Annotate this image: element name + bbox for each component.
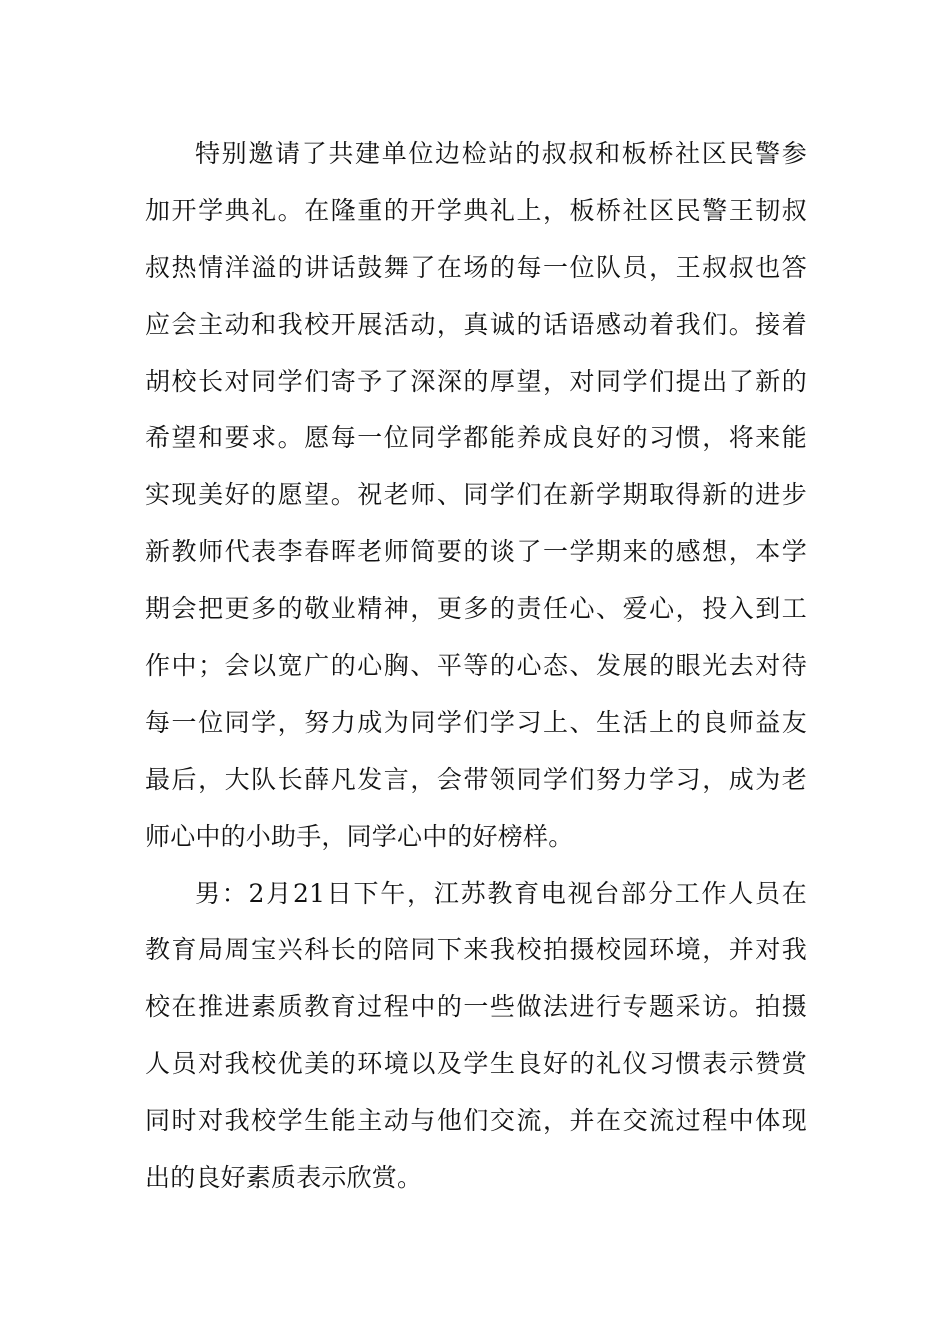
paragraph-1-line-4: 应会主动和我校开展活动，真诚的话语感动着我们。接着 [145,309,807,339]
paragraph-1-line-7: 实现美好的愿望。祝老师、同学们在新学期取得新的进步 [145,480,807,510]
paragraph-1-line-6: 希望和要求。愿每一位同学都能养成良好的习惯，将来能 [145,423,807,453]
paragraph-1-line-1: 特别邀请了共建单位边检站的叔叔和板桥社区民警参 [195,139,807,168]
paragraph-2-line-5: 同时对我校学生能主动与他们交流，并在交流过程中体现 [145,1106,807,1136]
paragraph-1-line-12: 最后，大队长薛凡发言，会带领同学们努力学习，成为老 [145,764,807,794]
paragraph-1-line-5: 胡校长对同学们寄予了深深的厚望，对同学们提出了新的 [145,366,807,396]
paragraph-1-line-8: 新教师代表李春晖老师简要的谈了一学期来的感想，本学 [145,537,807,567]
paragraph-2-line-6: 出的良好素质表示欣赏。 [145,1163,423,1193]
paragraph-2-line-1: 男：2月21日下午，江苏教育电视台部分工作人员在 [195,878,807,908]
paragraph-2-line-3: 校在推进素质教育过程中的一些做法进行专题采访。拍摄 [145,992,807,1022]
document-body [145,131,807,1212]
paragraph-1-line-13: 师心中的小助手，同学心中的好榜样。 [145,821,574,851]
paragraph-2-line-2: 教育局周宝兴科长的陪同下来我校拍摄校园环境，并对我 [145,935,807,965]
paragraph-1-line-3: 叔热情洋溢的讲话鼓舞了在场的每一位队员，王叔叔也答 [145,252,807,282]
paragraph-1-line-2: 加开学典礼。在隆重的开学典礼上，板桥社区民警王韧叔 [145,195,807,225]
paragraph-1-line-11: 每一位同学，努力成为同学们学习上、生活上的良师益友 [145,707,807,737]
paragraph-1-line-9: 期会把更多的敬业精神，更多的责任心、爱心，投入到工 [145,594,807,624]
paragraph-2-line-4: 人员对我校优美的环境以及学生良好的礼仪习惯表示赞赏 [145,1049,807,1079]
paragraph-1-line-10: 作中；会以宽广的心胸、平等的心态、发展的眼光去对待 [145,651,807,681]
